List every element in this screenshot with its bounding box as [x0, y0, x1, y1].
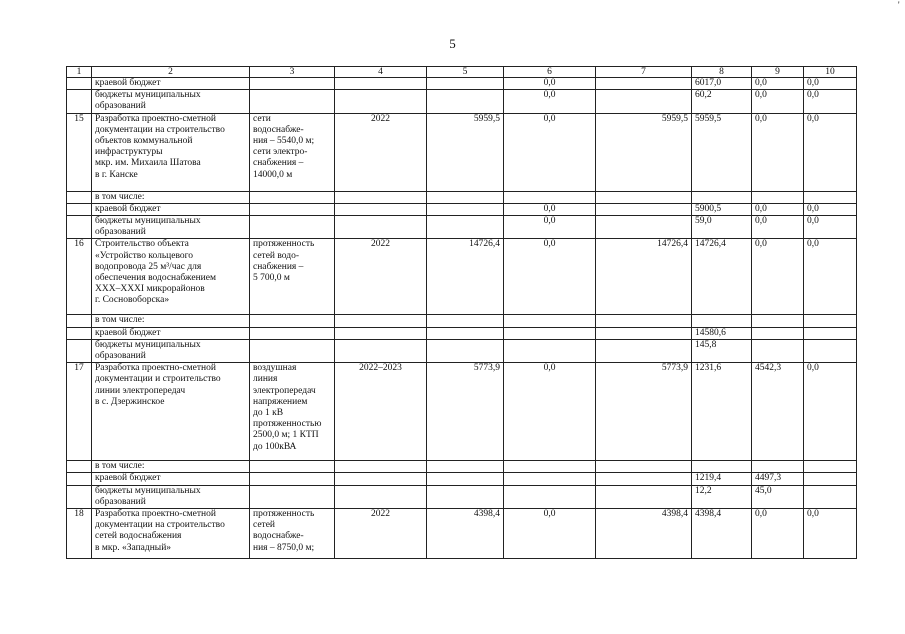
- value-col7: 4398,4: [596, 509, 692, 559]
- object-name-line: линии электропередач: [95, 385, 186, 396]
- object-description: [250, 113, 335, 191]
- value-col7: [596, 191, 692, 203]
- object-name: [92, 485, 250, 508]
- value-col7: [596, 473, 692, 485]
- value-col10: 0,0: [804, 509, 857, 559]
- value-col8: 12,2: [692, 485, 752, 508]
- row-number: 15: [67, 113, 92, 191]
- object-description: [250, 339, 335, 362]
- object-name-line: в мкр. «Западный»: [95, 542, 172, 553]
- object-description: [250, 315, 335, 327]
- value-col6: 0,0: [504, 239, 596, 315]
- object-name-line: мкр. им. Михаила Шатова: [95, 158, 201, 169]
- row-number: [67, 90, 92, 113]
- column-header: 1: [67, 67, 92, 78]
- value-col9: 0,0: [752, 239, 804, 315]
- value-col6: [504, 473, 596, 485]
- value-col7: [596, 203, 692, 215]
- object-description-line: протяженность: [253, 239, 315, 250]
- object-name-line: водопровода 25 м³/час для: [95, 261, 202, 272]
- value-col5: 14726,4: [427, 239, 504, 315]
- object-name-line: сетей водоснабжения: [95, 531, 182, 542]
- value-col8: 14580,6: [692, 327, 752, 339]
- value-col7: [596, 315, 692, 327]
- years-cell: 2022: [335, 239, 427, 315]
- value-col9: 0,0: [752, 216, 804, 239]
- value-col5: [427, 203, 504, 215]
- value-col9: 45,0: [752, 485, 804, 508]
- value-col9: 0,0: [752, 113, 804, 191]
- value-col8: [692, 191, 752, 203]
- value-col9: 0,0: [752, 509, 804, 559]
- row-number: [67, 216, 92, 239]
- value-col6: 0,0: [504, 363, 596, 461]
- years-cell: [335, 485, 427, 508]
- value-col10: [804, 485, 857, 508]
- value-col5: 4398,4: [427, 509, 504, 559]
- object-name: [92, 216, 250, 239]
- value-col9: [752, 315, 804, 327]
- column-header: 3: [250, 67, 335, 78]
- object-name-line: в том числе:: [95, 191, 145, 202]
- object-description: [250, 78, 335, 90]
- value-col10: 0,0: [804, 78, 857, 90]
- value-col9: [752, 339, 804, 362]
- object-name: [92, 473, 250, 485]
- value-col8: 1231,6: [692, 363, 752, 461]
- object-description-line: сетей водо-: [253, 250, 300, 261]
- object-name: [92, 363, 250, 461]
- table-row: [67, 216, 857, 239]
- table-row: [67, 485, 857, 508]
- value-col8: 59,0: [692, 216, 752, 239]
- value-col7: [596, 485, 692, 508]
- value-col9: [752, 327, 804, 339]
- value-col10: 0,0: [804, 90, 857, 113]
- object-description: [250, 509, 335, 559]
- object-name-line: Разработка проектно-сметной: [95, 113, 216, 124]
- value-col10: [804, 315, 857, 327]
- table-row: [67, 239, 857, 315]
- object-name-line: краевой бюджет: [95, 473, 161, 484]
- value-col8: 1219,4: [692, 473, 752, 485]
- object-name-line: бюджеты муниципальных: [95, 216, 201, 227]
- object-description-line: снабжения –: [253, 158, 304, 169]
- object-description-line: протяженностью: [253, 419, 322, 430]
- row-number: [67, 485, 92, 508]
- value-col6: 0,0: [504, 90, 596, 113]
- object-name-line: в том числе:: [95, 315, 145, 326]
- column-header: 6: [504, 67, 596, 78]
- value-col8: [692, 461, 752, 473]
- value-col7: 5959,5: [596, 113, 692, 191]
- value-col5: [427, 339, 504, 362]
- table-row: [67, 78, 857, 90]
- value-col9: [752, 461, 804, 473]
- value-col7: [596, 216, 692, 239]
- object-description: [250, 485, 335, 508]
- object-description-line: линия: [253, 374, 278, 385]
- column-header: 9: [752, 67, 804, 78]
- row-number: [67, 191, 92, 203]
- years-cell: [335, 315, 427, 327]
- value-col7: 14726,4: [596, 239, 692, 315]
- column-header: 10: [804, 67, 857, 78]
- value-col7: [596, 90, 692, 113]
- value-col10: [804, 339, 857, 362]
- object-name-line: объектов коммунальной: [95, 136, 193, 147]
- value-col6: 0,0: [504, 509, 596, 559]
- object-description: [250, 461, 335, 473]
- column-header: 7: [596, 67, 692, 78]
- value-col6: 0,0: [504, 216, 596, 239]
- object-description: [250, 216, 335, 239]
- row-number: 18: [67, 509, 92, 559]
- object-description-line: протяженность: [253, 509, 315, 520]
- years-cell: 2022: [335, 509, 427, 559]
- object-description-line: 2500,0 м; 1 КТП: [253, 430, 319, 441]
- object-name-line: XXX–XXXI микрорайонов: [95, 284, 205, 295]
- object-description: [250, 473, 335, 485]
- table-row: [67, 363, 857, 461]
- value-col7: [596, 78, 692, 90]
- value-col5: 5959,5: [427, 113, 504, 191]
- object-name: [92, 509, 250, 559]
- corner-mark: ': [898, 0, 900, 10]
- value-col10: 0,0: [804, 363, 857, 461]
- object-name: [92, 113, 250, 191]
- value-col7: [596, 339, 692, 362]
- value-col5: [427, 78, 504, 90]
- object-name-line: документации и строительство: [95, 374, 221, 385]
- object-description-line: напряжением: [253, 396, 308, 407]
- value-col5: 5773,9: [427, 363, 504, 461]
- value-col10: 0,0: [804, 203, 857, 215]
- value-col6: 0,0: [504, 78, 596, 90]
- table-row: [67, 339, 857, 362]
- object-description-line: 5 700,0 м: [253, 273, 290, 284]
- object-name: [92, 191, 250, 203]
- value-col8: 6017,0: [692, 78, 752, 90]
- object-description-line: водоснабже-: [253, 124, 304, 135]
- object-description-line: электропередач: [253, 385, 316, 396]
- value-col8: 5900,5: [692, 203, 752, 215]
- object-name-line: г. Сосновоборска»: [95, 295, 170, 306]
- object-description-line: сетей: [253, 520, 276, 531]
- object-name-line: документации на строительство: [95, 520, 225, 531]
- object-name-line: в с. Дзержинское: [95, 396, 165, 407]
- value-col6: [504, 315, 596, 327]
- header-row: [67, 67, 857, 78]
- object-description-line: до 100кВА: [253, 441, 297, 452]
- years-cell: [335, 191, 427, 203]
- object-name: [92, 78, 250, 90]
- value-col6: [504, 191, 596, 203]
- object-name-line: Разработка проектно-сметной: [95, 363, 216, 374]
- object-name-line: бюджеты муниципальных: [95, 485, 201, 496]
- object-name-line: документации на строительство: [95, 124, 225, 135]
- value-col5: [427, 216, 504, 239]
- value-col5: [427, 461, 504, 473]
- table-row: [67, 473, 857, 485]
- years-cell: [335, 473, 427, 485]
- object-name-line: образований: [95, 227, 146, 238]
- table-row: [67, 113, 857, 191]
- value-col10: [804, 327, 857, 339]
- row-number: [67, 315, 92, 327]
- object-name-line: в том числе:: [95, 461, 145, 472]
- value-col8: 5959,5: [692, 113, 752, 191]
- table-row: [67, 315, 857, 327]
- table-row: [67, 90, 857, 113]
- value-col10: [804, 461, 857, 473]
- years-cell: [335, 461, 427, 473]
- page-number: 5: [449, 36, 456, 51]
- object-name-line: бюджеты муниципальных: [95, 90, 201, 101]
- value-col8: 145,8: [692, 339, 752, 362]
- value-col8: 14726,4: [692, 239, 752, 315]
- years-cell: [335, 339, 427, 362]
- object-description-line: воздушная: [253, 363, 297, 374]
- years-cell: 2022: [335, 113, 427, 191]
- object-description-line: ния – 5540,0 м;: [253, 136, 315, 147]
- row-number: 16: [67, 239, 92, 315]
- object-name-line: краевой бюджет: [95, 78, 161, 88]
- object-name-line: Строительство объекта: [95, 239, 189, 250]
- years-cell: [335, 216, 427, 239]
- value-col9: 4542,3: [752, 363, 804, 461]
- value-col7: [596, 327, 692, 339]
- years-cell: [335, 327, 427, 339]
- object-name-line: образований: [95, 101, 146, 112]
- column-header: 8: [692, 67, 752, 78]
- object-name-line: инфраструктуры: [95, 147, 163, 158]
- value-col5: [427, 191, 504, 203]
- value-col10: 0,0: [804, 216, 857, 239]
- object-name: [92, 315, 250, 327]
- value-col10: [804, 473, 857, 485]
- object-name: [92, 203, 250, 215]
- budget-table: [66, 66, 857, 559]
- row-number: [67, 327, 92, 339]
- object-description: [250, 90, 335, 113]
- object-name-line: бюджеты муниципальных: [95, 339, 201, 350]
- object-description-line: 14000,0 м: [253, 169, 293, 180]
- object-name-line: образований: [95, 351, 146, 362]
- row-number: [67, 203, 92, 215]
- value-col6: [504, 461, 596, 473]
- table-row: [67, 203, 857, 215]
- value-col5: [427, 315, 504, 327]
- object-name: [92, 90, 250, 113]
- object-description-line: ния – 8750,0 м;: [253, 542, 315, 553]
- value-col8: [692, 315, 752, 327]
- object-name-line: образований: [95, 496, 146, 507]
- object-description: [250, 203, 335, 215]
- years-cell: 2022–2023: [335, 363, 427, 461]
- object-name: [92, 327, 250, 339]
- value-col5: [427, 90, 504, 113]
- value-col10: [804, 191, 857, 203]
- years-cell: [335, 90, 427, 113]
- value-col10: 0,0: [804, 239, 857, 315]
- value-col6: 0,0: [504, 203, 596, 215]
- column-header: 5: [427, 67, 504, 78]
- value-col9: 0,0: [752, 78, 804, 90]
- value-col7: [596, 461, 692, 473]
- value-col5: [427, 473, 504, 485]
- object-name-line: краевой бюджет: [95, 327, 161, 338]
- value-col6: [504, 339, 596, 362]
- object-name-line: «Устройство кольцевого: [95, 250, 194, 261]
- row-number: [67, 461, 92, 473]
- value-col10: 0,0: [804, 113, 857, 191]
- object-name-line: в г. Канске: [95, 169, 138, 180]
- years-cell: [335, 203, 427, 215]
- object-name-line: Разработка проектно-сметной: [95, 509, 216, 520]
- row-number: [67, 339, 92, 362]
- value-col9: [752, 191, 804, 203]
- value-col9: 0,0: [752, 203, 804, 215]
- value-col6: [504, 327, 596, 339]
- value-col6: [504, 485, 596, 508]
- table-row: [67, 461, 857, 473]
- value-col7: 5773,9: [596, 363, 692, 461]
- object-name: [92, 239, 250, 315]
- object-description: [250, 363, 335, 461]
- column-header: 4: [335, 67, 427, 78]
- object-name: [92, 339, 250, 362]
- object-description-line: снабжения –: [253, 261, 304, 272]
- years-cell: [335, 78, 427, 90]
- object-name-line: обеспечения водоснабжением: [95, 273, 216, 284]
- object-description: [250, 327, 335, 339]
- object-description: [250, 239, 335, 315]
- object-description-line: водоснабже-: [253, 531, 304, 542]
- value-col8: 60,2: [692, 90, 752, 113]
- table-row: [67, 191, 857, 203]
- value-col8: 4398,4: [692, 509, 752, 559]
- object-name-line: краевой бюджет: [95, 203, 161, 214]
- value-col9: 4497,3: [752, 473, 804, 485]
- row-number: [67, 473, 92, 485]
- column-header: 2: [92, 67, 250, 78]
- value-col5: [427, 327, 504, 339]
- table-row: [67, 327, 857, 339]
- table-row: [67, 509, 857, 559]
- value-col6: 0,0: [504, 113, 596, 191]
- object-name: [92, 461, 250, 473]
- object-description-line: сети электро-: [253, 147, 308, 158]
- value-col9: 0,0: [752, 90, 804, 113]
- object-description-line: до 1 кВ: [253, 408, 284, 419]
- object-description-line: сети: [253, 113, 271, 124]
- row-number: 17: [67, 363, 92, 461]
- value-col5: [427, 485, 504, 508]
- object-description: [250, 191, 335, 203]
- row-number: [67, 78, 92, 90]
